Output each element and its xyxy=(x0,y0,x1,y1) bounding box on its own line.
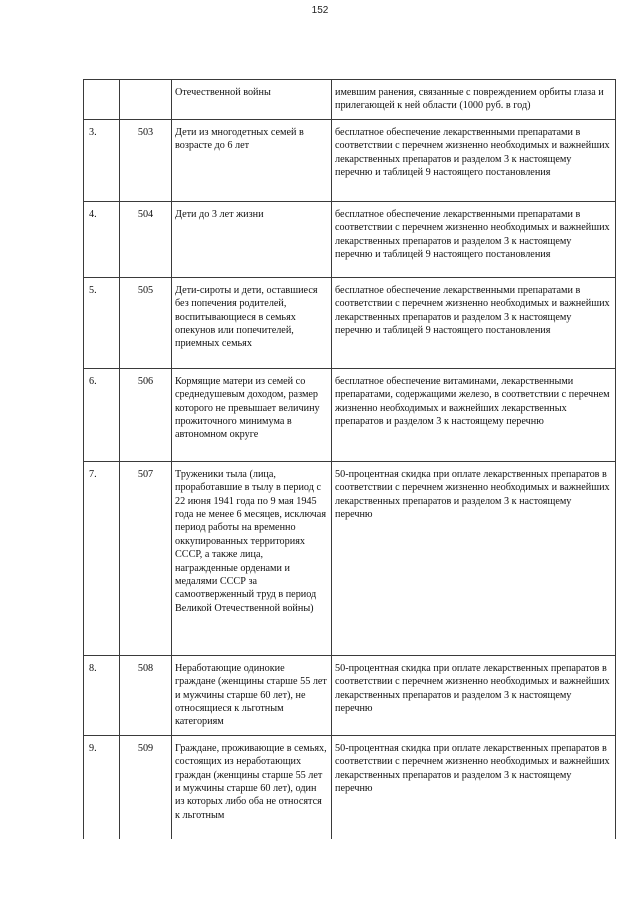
row-number: 7. xyxy=(84,461,120,655)
category-description: Граждане, проживающие в семьях, состоящих из неработающих граждан (женщины старше 55 лет и мужчины старше 60 лет), один из которых либо оба не относятся к льготным xyxy=(172,735,332,839)
benefit-description: бесплатное обеспечение лекарственными препаратами в соответствии с перечнем жизненно необходимых и важнейших лекарственных препаратов и разделом 3 к настоящему перечню и таблицей 9 настоящего постановления xyxy=(332,119,616,201)
category-code: 506 xyxy=(120,368,172,461)
category-code: 503 xyxy=(120,119,172,201)
benefit-description: бесплатное обеспечение лекарственными препаратами в соответствии с перечнем жизненно необходимых и важнейших лекарственных препаратов и разделом 3 к настоящему перечню и таблицей 9 настоящего постановления xyxy=(332,201,616,277)
category-description: Дети из многодетных семей в возрасте до 6 лет xyxy=(172,119,332,201)
row-number: 4. xyxy=(84,201,120,277)
row-number: 6. xyxy=(84,368,120,461)
page-number: 152 xyxy=(311,5,329,16)
category-code xyxy=(120,80,172,120)
table-row xyxy=(84,119,616,201)
row-number: 9. xyxy=(84,735,120,839)
row-number: 5. xyxy=(84,277,120,368)
category-code: 504 xyxy=(120,201,172,277)
table-row xyxy=(84,277,616,368)
benefits-table-body xyxy=(84,80,616,840)
table-row xyxy=(84,80,616,120)
table-row xyxy=(84,735,616,839)
category-code: 507 xyxy=(120,461,172,655)
category-code: 505 xyxy=(120,277,172,368)
benefit-description: имевшим ранения, связанные с повреждением орбиты глаза и прилегающей к ней области (1000 руб. в год) xyxy=(332,80,616,120)
benefit-description: бесплатное обеспечение лекарственными препаратами в соответствии с перечнем жизненно необходимых и важнейших лекарственных препаратов и разделом 3 к настоящему перечню и таблицей 9 настоящего постановления xyxy=(332,277,616,368)
table-row xyxy=(84,461,616,655)
category-description: Кормящие матери из семей со среднедушевым доходом, размер которого не превышает величину прожиточного минимума в автономном округе xyxy=(172,368,332,461)
category-description: Труженики тыла (лица, проработавшие в тылу в период с 22 июня 1941 года по 9 мая 1945 года не менее 6 месяцев, исключая период работы на временно оккупированных территориях СССР, а также лица, награжденные орденами и медалями СССР за самоотверженный труд в период Великой Отечественной войны) xyxy=(172,461,332,655)
row-number xyxy=(84,80,120,120)
benefits-table xyxy=(83,79,616,839)
table-row xyxy=(84,655,616,735)
row-number: 8. xyxy=(84,655,120,735)
category-description: Дети до 3 лет жизни xyxy=(172,201,332,277)
benefit-description: бесплатное обеспечение витаминами, лекарственными препаратами, содержащими железо, в соответствии с перечнем жизненно необходимых и важнейших лекарственных препаратов и разделом 3 к настоящему перечню xyxy=(332,368,616,461)
category-code: 508 xyxy=(120,655,172,735)
table-row xyxy=(84,368,616,461)
benefit-description: 50-процентная скидка при оплате лекарственных препаратов в соответствии с перечнем жизненно необходимых и важнейших лекарственных препаратов и разделом 3 к настоящему перечню xyxy=(332,461,616,655)
table-row xyxy=(84,201,616,277)
category-description: Неработающие одинокие граждане (женщины старше 55 лет и мужчины старше 60 лет), не относящиеся к льготным категориям xyxy=(172,655,332,735)
category-description: Отечественной войны xyxy=(172,80,332,120)
category-code: 509 xyxy=(120,735,172,839)
row-number: 3. xyxy=(84,119,120,201)
benefit-description: 50-процентная скидка при оплате лекарственных препаратов в соответствии с перечнем жизненно необходимых и важнейших лекарственных препаратов и разделом 3 к настоящему перечню xyxy=(332,655,616,735)
benefit-description: 50-процентная скидка при оплате лекарственных препаратов в соответствии с перечнем жизненно необходимых и важнейших лекарственных препаратов и разделом 3 к настоящему перечню xyxy=(332,735,616,839)
category-description: Дети-сироты и дети, оставшиеся без попечения родителей, воспитывающиеся в семьях опекунов или попечителей, приемных семьях xyxy=(172,277,332,368)
